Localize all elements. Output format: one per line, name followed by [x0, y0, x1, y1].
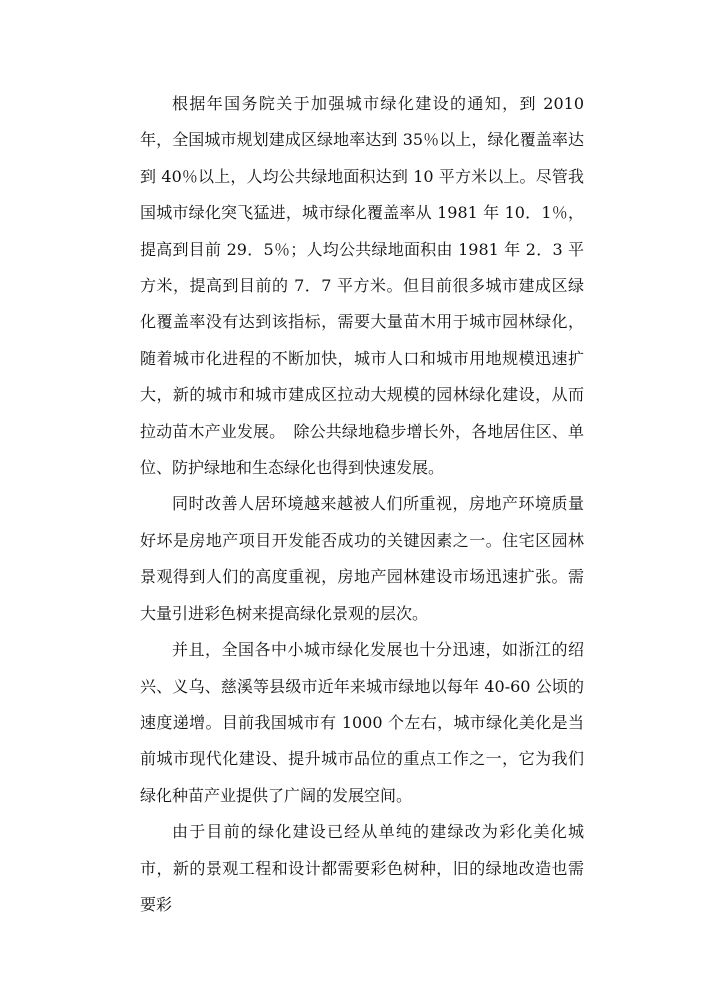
document-body	[140, 86, 584, 923]
paragraph-colored-trees: 由于目前的绿化建设已经从单纯的建绿改为彩化美化城市，新的景观工程和设计都需要彩色树种，旧的绿地改造也需要彩	[140, 822, 584, 914]
paragraph-small-cities: 并且，全国各中小城市绿化发展也十分迅速，如浙江的绍兴、义乌、慈溪等县级市近年来城市绿地以每年 40-60 公顷的速度递增。目前我国城市有 1000 个左右，城市绿化美化是当前城市现代化建设、提升城市品位的重点工作之一，它为我们绿化种苗产业提供了广阔的发展空间。	[140, 640, 584, 805]
paragraph-greening-targets: 根据年国务院关于加强城市绿化建设的通知，到 2010 年，全国城市规划建成区绿地率达到 35％以上，绿化覆盖率达到 40％以上，人均公共绿地面积达到 10 平方米以上。尽管我国城市绿化突飞猛进，城市绿化覆盖率从 1981 年 10．1％，提高到目前 29．5％；人均公共绿地面积由 1981 年 2．3 平方米，提高到目前的 7．7 平方米。但目前很多城市建成区绿化覆盖率没有达到该指标，需要大量苗木用于城市园林绿化，随着城市化进程的不断加快，城市人口和城市用地规模迅速扩大，新的城市和城市建成区拉动大规模的园林绿化建设，从而拉动苗木产业发展。 除公共绿地稳步增长外，各地居住区、单位、防护绿地和生态绿化也得到快速发展。	[140, 94, 584, 478]
paragraph-real-estate: 同时改善人居环境越来越被人们所重视，房地产环境质量好坏是房地产项目开发能否成功的关键因素之一。住宅区园林景观得到人们的高度重视，房地产园林建设市场迅速扩张。需大量引进彩色树来提高绿化景观的层次。	[140, 494, 584, 623]
